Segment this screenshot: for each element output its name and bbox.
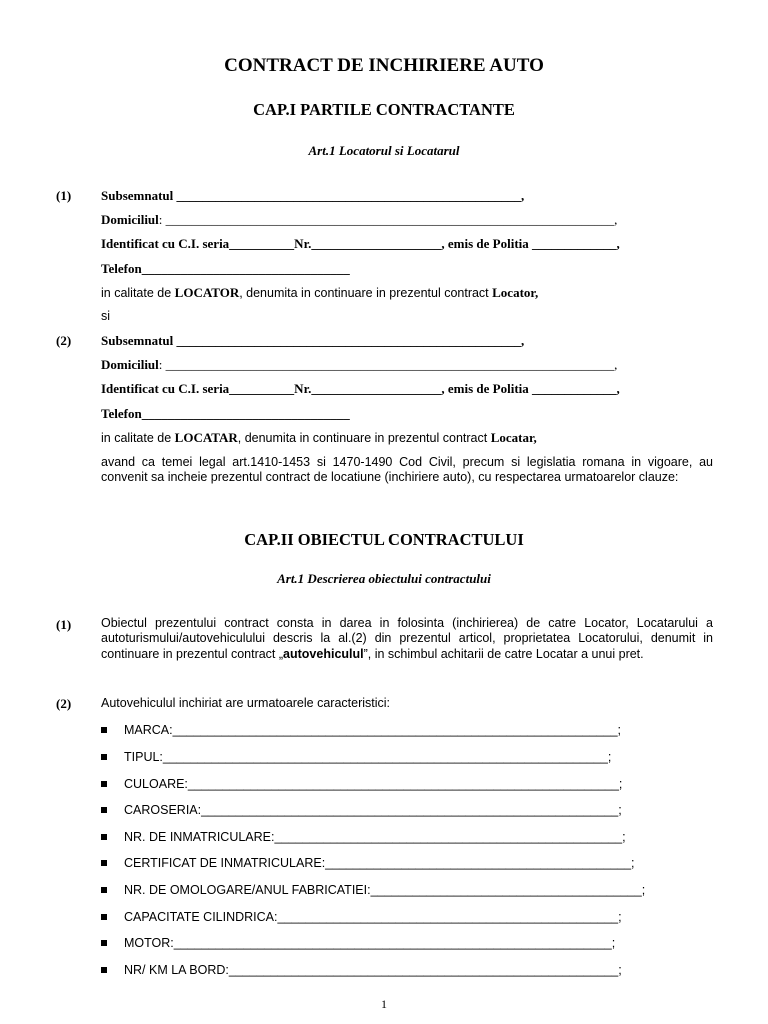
object-paragraph-2-number: (2) [56,696,72,711]
party-1-subsemnatul: Subsemnatul _____________________________________________________, [101,188,525,203]
party-1-role-pre: in calitate de [101,286,175,300]
bullet-icon [101,753,109,761]
list-item-tipul: TIPUL:________________________________________________________________; [124,750,612,764]
list-item-omologare: NR. DE OMOLOGARE/ANUL FABRICATIEI:_______________________________________; [124,883,646,897]
object-paragraph-1-text-b: ”, in schimbul achitarii de catre Locatar a unui pret. [363,646,644,661]
party-1-role-short: Locator, [492,285,539,300]
bullet-icon [101,726,109,734]
party-2-identificat: Identificat cu C.I. seria__________Nr.____________________, emis de Politia _____________, [101,381,620,396]
list-item-caroseria: CAROSERIA:____________________________________________________________; [124,803,622,817]
party-1-role [101,285,538,301]
party-2-telefon: Telefon________________________________ [101,406,350,421]
conjunction-si: si [101,309,111,323]
chapter-2-article-1: Art.1 Descrierea obiectului contractului [277,571,491,586]
list-item-culoare: CULOARE:______________________________________________________________; [124,777,623,791]
list-item-certificat: CERTIFICAT DE INMATRICULARE:____________________________________________; [124,856,635,870]
object-paragraph-2: Autovehiculul inchiriat are urmatoarele caracteristici: [101,696,391,710]
party-1-identificat: Identificat cu C.I. seria__________Nr.____________________, emis de Politia _____________, [101,236,620,251]
list-item-km-bord: NR/ KM LA BORD:________________________________________________________; [124,963,622,977]
object-paragraph-1-text-a: Obiectul prezentului contract consta in darea in folosinta (inchirierea) de catre Locator, Locatarului a autoturismului/autovehiculului descris la al.(2) din prezentul articol, proprietatea Locatorului, denumit in continuare in prezentul contract „ [101,616,713,661]
list-item-capacitate: CAPACITATE CILINDRICA:_________________________________________________; [124,910,622,924]
bullet-icon [101,859,109,867]
bullet-icon [101,886,109,894]
chapter-1-heading: CAP.I PARTILE CONTRACTANTE [253,100,515,119]
party-2-role-mid: , denumita in continuare in prezentul contract [237,431,491,445]
object-paragraph-1 [101,616,713,662]
party-1-domiciliul [101,212,617,228]
bullet-icon [101,939,109,947]
bullet-icon [101,806,109,814]
document-title: CONTRACT DE INCHIRIERE AUTO [224,55,544,76]
chapter-2-heading: CAP.II OBIECTUL CONTRACTULUI [244,530,524,549]
party-1-role-mid: , denumita in continuare in prezentul contract [239,286,493,300]
list-item-marca: MARCA:________________________________________________________________; [124,723,622,737]
party-2-role [101,430,537,446]
party-1-domiciliul-blank: : _____________________________________________________________________, [158,212,618,227]
party-2-number: (2) [56,333,72,348]
chapter-1-article-1: Art.1 Locatorul si Locatarul [308,143,460,158]
object-paragraph-1-number: (1) [56,617,72,632]
party-2-role-short: Locatar, [490,430,537,445]
party-1-telefon: Telefon________________________________ [101,261,350,276]
legal-basis-paragraph: avand ca temei legal art.1410-1453 si 1470-1490 Cod Civil, precum si legislatia romana in vigoare, au convenit sa incheie prezentul contract de locatiune (inchiriere auto), cu respectarea urmatoarelor clauze: [101,455,713,485]
bullet-icon [101,966,109,974]
bullet-icon [101,833,109,841]
party-2-subsemnatul: Subsemnatul _____________________________________________________, [101,333,525,348]
party-2-role-name: LOCATAR [174,430,238,445]
bullet-icon [101,913,109,921]
object-paragraph-1-bold: autovehiculul [283,646,364,661]
list-item-nr-inmatriculare: NR. DE INMATRICULARE:__________________________________________________; [124,830,626,844]
page-number: 1 [381,997,387,1011]
party-2-domiciliul [101,357,617,373]
bullet-icon [101,780,109,788]
party-1-role-name: LOCATOR [174,285,240,300]
party-2-domiciliul-blank: : _____________________________________________________________________, [158,357,618,372]
party-1-number: (1) [56,188,72,203]
party-1-domiciliul-label: Domiciliul [101,212,159,227]
list-item-motor: MOTOR:_______________________________________________________________; [124,936,616,950]
party-2-domiciliul-label: Domiciliul [101,357,159,372]
party-2-role-pre: in calitate de [101,431,175,445]
